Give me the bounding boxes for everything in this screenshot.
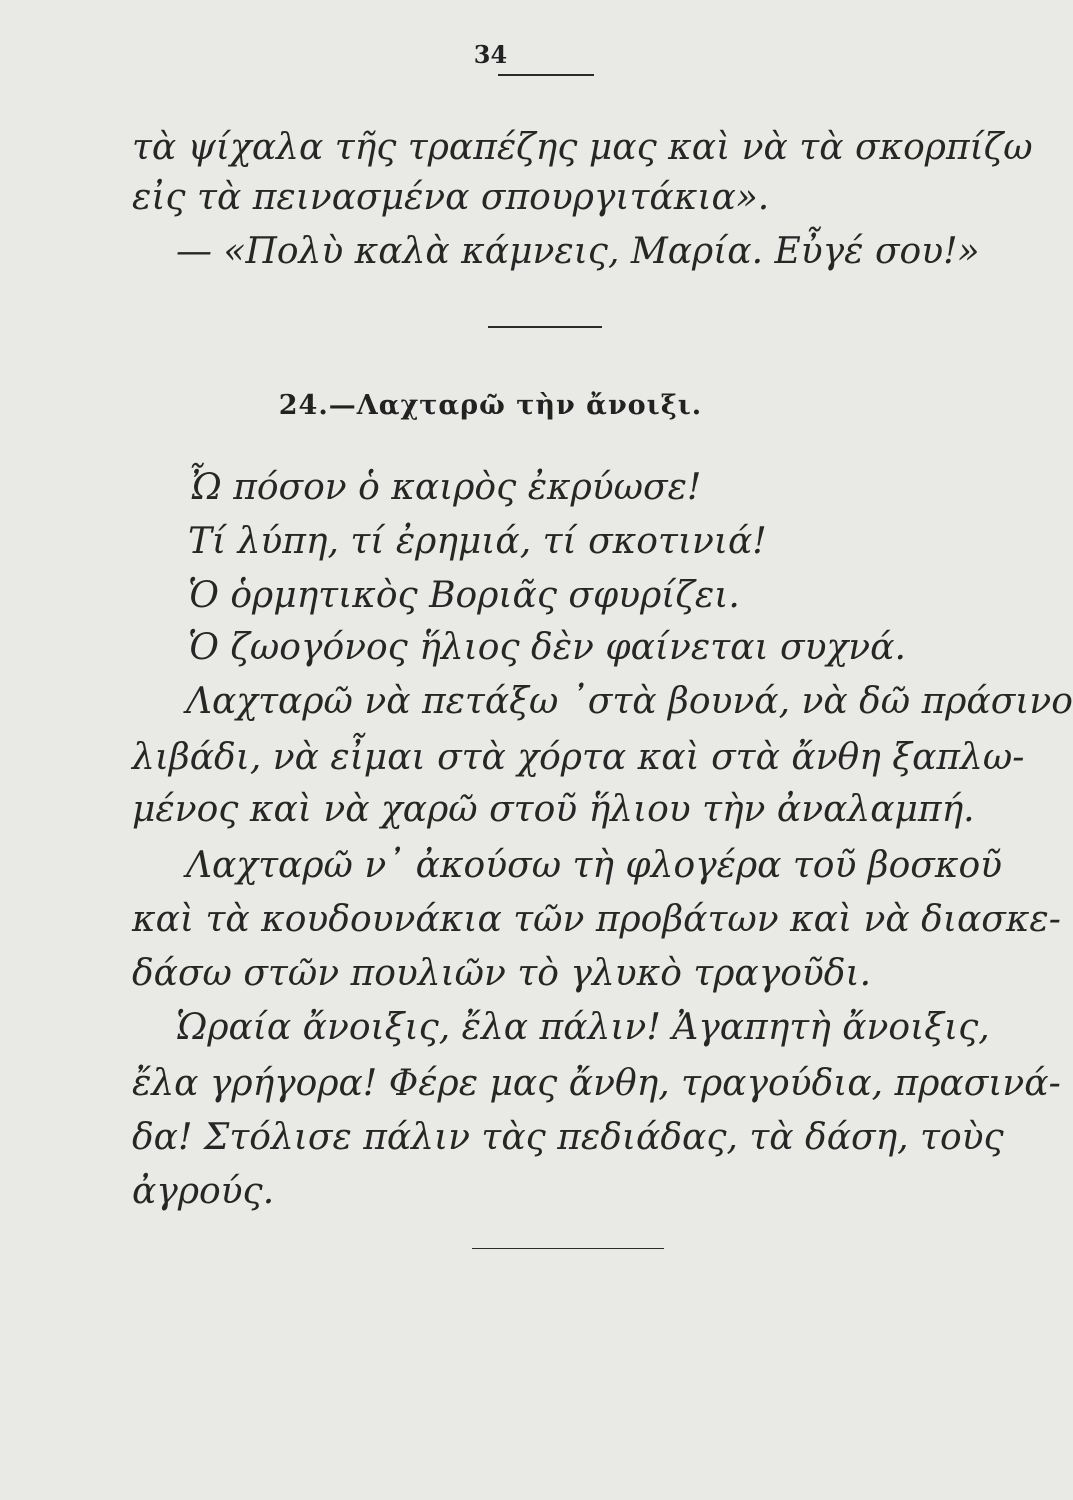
verse-line: Τί λύπη, τί ἐρημιά, τί σκοτινιά!: [188, 521, 767, 562]
end-rule: [472, 1248, 664, 1249]
text-line: ἀγρούς.: [132, 1171, 275, 1212]
text-line: καὶ τὰ κουδουνάκια τῶν προβάτων καὶ νὰ διασκε-: [132, 899, 1061, 940]
page-number: 34: [473, 40, 508, 69]
text-line: ἔλα γρήγορα! Φέρε μας ἄνθη, τραγούδια, πρασινά-: [132, 1063, 1061, 1104]
verse-line: Ὁ ζωογόνος ἥλιος δὲν φαίνεται συχνά.: [188, 627, 906, 668]
verse-line: Ὁ ὁρμητικὸς Βοριᾶς σφυρίζει.: [188, 575, 740, 616]
text-line: μένος καὶ νὰ χαρῶ στοῦ ἥλιου τὴν ἀναλαμπή.: [132, 789, 975, 830]
text-line: δα! Στόλισε πάλιν τὰς πεδιάδας, τὰ δάση, τοὺς: [132, 1117, 1004, 1158]
section-divider: [488, 326, 602, 328]
page-number-rule: [498, 74, 594, 76]
text-line: εἰς τὰ πεινασμένα σπουργιτάκια».: [132, 177, 770, 218]
text-line: Λαχταρῶ νὰ πετάξω ᾿στὰ βουνά, νὰ δῶ πράσινο: [186, 681, 1073, 722]
text-line: τὰ ψίχαλα τῆς τραπέζης μας καὶ νὰ τὰ σκορπίζω: [132, 127, 1033, 168]
text-line: λιβάδι, νὰ εἶμαι στὰ χόρτα καὶ στὰ ἄνθη ξαπλω-: [132, 737, 1025, 778]
verse-line: Ὦ πόσον ὁ καιρὸς ἐκρύωσε!: [188, 467, 702, 508]
text-line: δάσω στῶν πουλιῶν τὸ γλυκὸ τραγοῦδι.: [132, 953, 872, 994]
text-line: Λαχταρῶ ν᾿ ἀκούσω τὴ φλογέρα τοῦ βοσκοῦ: [186, 845, 1003, 886]
text-line: — «Πολὺ καλὰ κάμνεις, Μαρία. Εὖγέ σου!»: [176, 231, 980, 272]
section-title: 24.—Λαχταρῶ τὴν ἄνοιξι.: [278, 390, 703, 421]
text-line: Ὡραία ἄνοιξις, ἔλα πάλιν! Ἀγαπητὴ ἄνοιξις,: [176, 1007, 990, 1048]
